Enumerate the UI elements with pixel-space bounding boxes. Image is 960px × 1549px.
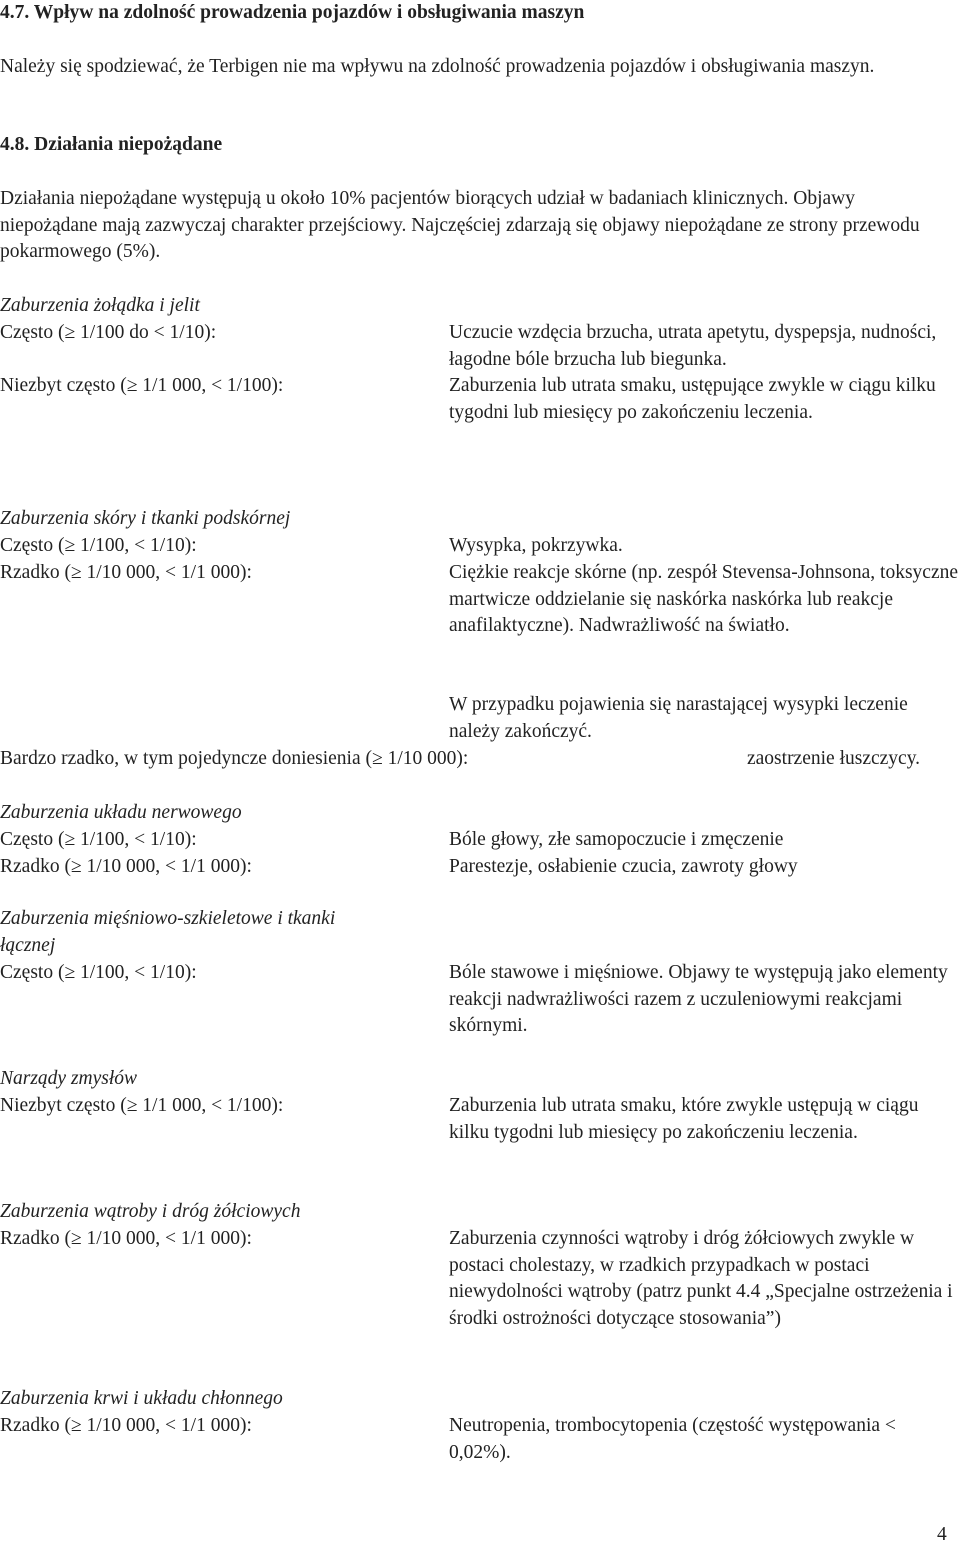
gi-title: Zaburzenia żołądka i jelit — [0, 295, 200, 316]
senses-desc-uncommon: Zaburzenia lub utrata smaku, które zwykle ustępują w ciągu kilku tygodni lub miesięcy po zakończeniu leczenia. — [449, 1095, 919, 1143]
blood-title: Zaburzenia krwi i układu chłonnego — [0, 1388, 283, 1409]
skin-note: W przypadku pojawienia się narastającej wysypki leczenie należy zakończyć. — [449, 694, 908, 742]
nerv-desc-rare: Parestezje, osłabienie czucia, zawroty głowy — [449, 856, 798, 877]
skin-desc-rare: Ciężkie reakcje skórne (np. zespół Stevensa-Johnsona, toksyczne martwicze oddzielanie się naskórka naskórka lub reakcje anafilaktyczne). Nadwrażliwość na światło. — [449, 562, 958, 636]
page-number: 4 — [937, 1524, 947, 1545]
gi-freq-common: Często (≥ 1/100 do < 1/10): — [0, 322, 217, 343]
liver-desc-rare: Zaburzenia czynności wątroby i dróg żółciowych zwykle w postaci cholestazy, w rzadkich przypadkach w postaci niewydolności wątroby (patrz punkt 4.4 „Specjalne ostrzeżenia i środki ostrożności dotyczące stosowania”) — [449, 1228, 953, 1329]
musc-freq-common: Często (≥ 1/100, < 1/10): — [0, 962, 197, 983]
gi-freq-uncommon: Niezbyt często (≥ 1/1 000, < 1/100): — [0, 375, 284, 396]
nerv-desc-common: Bóle głowy, złe samopoczucie i zmęczenie — [449, 829, 784, 850]
blood-freq-rare: Rzadko (≥ 1/10 000, < 1/1 000): — [0, 1415, 252, 1436]
liver-freq-rare: Rzadko (≥ 1/10 000, < 1/1 000): — [0, 1228, 252, 1249]
gi-desc-common: Uczucie wzdęcia brzucha, utrata apetytu, dyspepsja, nudności, łagodne bóle brzucha lub biegunka. — [449, 322, 937, 370]
blood-desc-rare: Neutropenia, trombocytopenia (częstość występowania < 0,02%). — [449, 1415, 896, 1463]
skin-freq-very-rare: Bardzo rzadko, w tym pojedyncze doniesienia (≥ 1/10 000): — [0, 748, 469, 769]
nerv-freq-rare: Rzadko (≥ 1/10 000, < 1/1 000): — [0, 856, 252, 877]
nerv-freq-common: Często (≥ 1/100, < 1/10): — [0, 829, 197, 850]
section-4-7-text: Należy się spodziewać, że Terbigen nie ma wpływu na zdolność prowadzenia pojazdów i obsługiwania maszyn. — [0, 56, 875, 77]
senses-freq-uncommon: Niezbyt często (≥ 1/1 000, < 1/100): — [0, 1095, 284, 1116]
skin-title: Zaburzenia skóry i tkanki podskórnej — [0, 508, 291, 529]
section-4-8-heading: 4.8. Działania niepożądane — [0, 134, 223, 155]
skin-desc-common: Wysypka, pokrzywka. — [449, 535, 623, 556]
skin-freq-rare: Rzadko (≥ 1/10 000, < 1/1 000): — [0, 562, 252, 583]
skin-desc-very-rare: zaostrzenie łuszczycy. — [747, 748, 921, 769]
section-4-7-heading: 4.7. Wpływ na zdolność prowadzenia pojazdów i obsługiwania maszyn — [0, 2, 585, 23]
section-4-8-intro: Działania niepożądane występują u około 10% pacjentów biorących udział w badaniach klinicznych. Objawy niepożądane mają zazwyczaj charakter przejściowy. Najczęściej zdarzają się objawy niepożądane ze strony przewodu pokarmowego (5%). — [0, 188, 920, 262]
musc-title: Zaburzenia mięśniowo-szkieletowe i tkanki łącznej — [0, 908, 336, 956]
musc-desc-common: Bóle stawowe i mięśniowe. Objawy te występują jako elementy reakcji nadwrażliwości razem z uczuleniowymi reakcjami skórnymi. — [449, 962, 948, 1036]
senses-title: Narządy zmysłów — [0, 1068, 138, 1089]
gi-desc-uncommon: Zaburzenia lub utrata smaku, ustępujące zwykle w ciągu kilku tygodni lub miesięcy po zakończeniu leczenia. — [449, 375, 936, 423]
skin-freq-common: Często (≥ 1/100, < 1/10): — [0, 535, 197, 556]
liver-title: Zaburzenia wątroby i dróg żółciowych — [0, 1201, 301, 1222]
nerv-title: Zaburzenia układu nerwowego — [0, 802, 242, 823]
